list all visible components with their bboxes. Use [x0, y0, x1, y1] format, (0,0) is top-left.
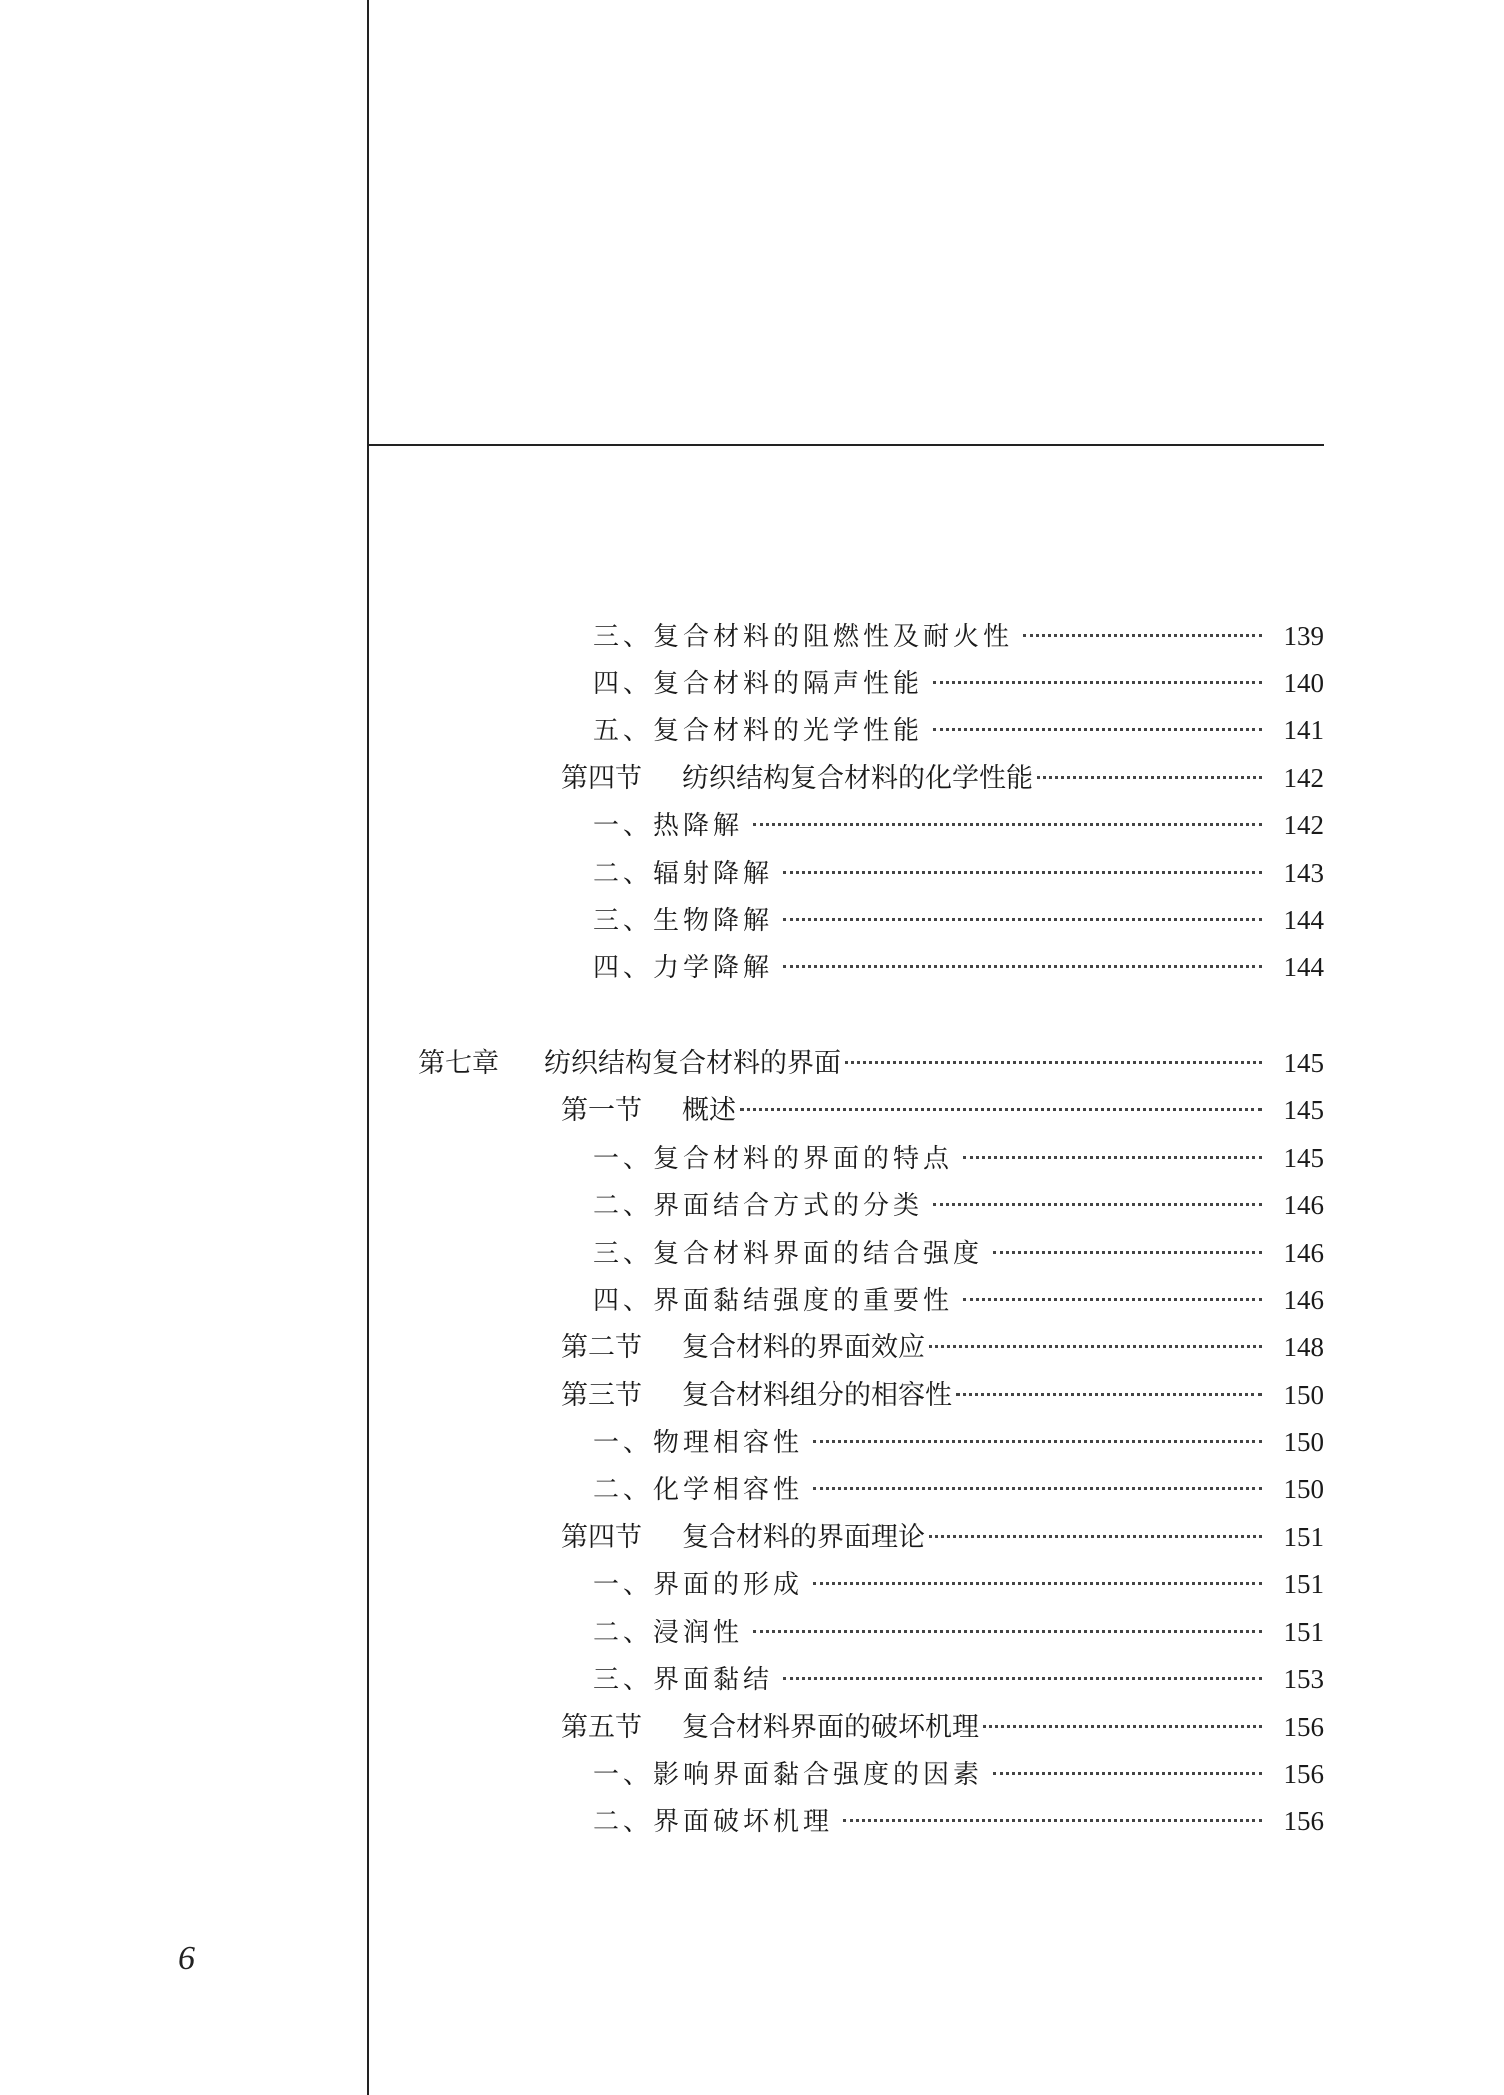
toc-page-number: 145: [1283, 1048, 1324, 1078]
section-number: 第一节: [561, 1095, 642, 1126]
toc-page-number: 144: [1283, 905, 1324, 935]
toc-entry[interactable]: [593, 1469, 1324, 1509]
toc-page-number: 139: [1283, 621, 1324, 651]
leader-dots: [933, 681, 1262, 684]
toc-entry-label: 三、生物降解: [593, 906, 774, 936]
toc-entry[interactable]: [593, 1754, 1324, 1794]
leader-dots: [813, 1582, 1262, 1585]
leader-dots: [956, 1393, 1262, 1396]
section-title: 纺织结构复合材料的化学性能: [682, 763, 1033, 794]
leader-dots: [740, 1108, 1262, 1111]
toc-entry[interactable]: [593, 947, 1324, 987]
toc-page-number: 140: [1283, 668, 1324, 698]
toc-page-number: 156: [1283, 1712, 1324, 1742]
toc-entry[interactable]: [593, 1185, 1324, 1225]
toc-section-entry[interactable]: [561, 1707, 1324, 1747]
toc-entry[interactable]: [593, 900, 1324, 940]
leader-dots: [929, 1535, 1262, 1538]
toc-entry-label: 一、热降解: [593, 811, 744, 841]
leader-dots: [843, 1819, 1262, 1822]
toc-page-number: 142: [1283, 810, 1324, 840]
toc-entry-label: 三、复合材料界面的结合强度: [593, 1239, 984, 1269]
toc-entry-label: 四、复合材料的隔声性能: [593, 669, 924, 699]
toc-page-number: 146: [1283, 1285, 1324, 1315]
toc-page-number: 156: [1283, 1806, 1324, 1836]
leader-dots: [933, 1203, 1262, 1206]
toc-entry-label: 二、化学相容性: [593, 1475, 804, 1505]
toc-page-number: 150: [1283, 1474, 1324, 1504]
toc-entry-label: 五、复合材料的光学性能: [593, 716, 924, 746]
section-number: 第二节: [561, 1332, 642, 1363]
toc-entry-label: 四、界面黏结强度的重要性: [593, 1286, 954, 1316]
toc-page-number: 151: [1283, 1522, 1324, 1552]
section-title: 复合材料界面的破坏机理: [682, 1712, 979, 1743]
toc-page-number: 143: [1283, 858, 1324, 888]
leader-dots: [929, 1345, 1262, 1348]
toc-entry-label: 一、影响界面黏合强度的因素: [593, 1760, 984, 1790]
leader-dots: [783, 871, 1262, 874]
leader-dots: [813, 1440, 1262, 1443]
toc-entry[interactable]: [593, 1280, 1324, 1320]
leader-dots: [993, 1772, 1262, 1775]
section-title: 概述: [682, 1095, 736, 1126]
toc-page-number: 146: [1283, 1238, 1324, 1268]
toc-entry[interactable]: [593, 1138, 1324, 1178]
toc-entry[interactable]: [593, 1801, 1324, 1841]
toc-page-number: 145: [1283, 1143, 1324, 1173]
toc-entry-label: 一、复合材料的界面的特点: [593, 1144, 954, 1174]
leader-dots: [1023, 634, 1262, 637]
toc-entry[interactable]: [593, 1564, 1324, 1604]
toc-page-number: 148: [1283, 1332, 1324, 1362]
toc-entry[interactable]: [593, 663, 1324, 703]
leader-dots: [783, 918, 1262, 921]
leader-dots: [983, 1725, 1262, 1728]
toc-page-number: 150: [1283, 1380, 1324, 1410]
toc-entry[interactable]: [593, 805, 1324, 845]
leader-dots: [1037, 776, 1262, 779]
toc-page-number: 141: [1283, 715, 1324, 745]
toc-entry[interactable]: [593, 1233, 1324, 1273]
toc-entry[interactable]: [593, 1612, 1324, 1652]
leader-dots: [813, 1487, 1262, 1490]
section-number: 第五节: [561, 1712, 642, 1743]
toc-entry-label: 三、复合材料的阻燃性及耐火性: [593, 622, 1014, 652]
leader-dots: [963, 1298, 1262, 1301]
toc-section-entry[interactable]: [561, 758, 1324, 798]
leader-dots: [963, 1156, 1262, 1159]
toc-page-number: 146: [1283, 1190, 1324, 1220]
toc-entry-label: 二、界面结合方式的分类: [593, 1191, 924, 1221]
section-number: 第三节: [561, 1380, 642, 1411]
section-number: 第四节: [561, 1522, 642, 1553]
section-title: 复合材料组分的相容性: [682, 1380, 952, 1411]
toc-entry[interactable]: [593, 853, 1324, 893]
leader-dots: [753, 823, 1262, 826]
toc-page-number: 153: [1283, 1664, 1324, 1694]
toc-section-entry[interactable]: [561, 1517, 1324, 1557]
toc-entry-label: 一、物理相容性: [593, 1428, 804, 1458]
chapter-title: 纺织结构复合材料的界面: [544, 1048, 841, 1079]
toc-entry[interactable]: [593, 1659, 1324, 1699]
toc-page-number: 150: [1283, 1427, 1324, 1457]
toc-section-entry[interactable]: [561, 1375, 1324, 1415]
toc-page-number: 145: [1283, 1095, 1324, 1125]
leader-dots: [845, 1061, 1262, 1064]
toc-entry-label: 一、界面的形成: [593, 1570, 804, 1600]
page-number: 6: [178, 1940, 195, 1977]
toc-chapter-entry[interactable]: [418, 1043, 1324, 1083]
chapter-number: 第七章: [418, 1048, 499, 1079]
leader-dots: [933, 728, 1262, 731]
toc-entry[interactable]: [593, 1422, 1324, 1462]
toc-section-entry[interactable]: [561, 1327, 1324, 1367]
toc-entry-label: 二、界面破坏机理: [593, 1807, 834, 1837]
toc-page-number: 156: [1283, 1759, 1324, 1789]
leader-dots: [993, 1251, 1262, 1254]
toc-page-number: 142: [1283, 763, 1324, 793]
section-number: 第四节: [561, 763, 642, 794]
toc-page-number: 151: [1283, 1617, 1324, 1647]
section-title: 复合材料的界面效应: [682, 1332, 925, 1363]
toc-page-number: 151: [1283, 1569, 1324, 1599]
toc-entry-label: 四、力学降解: [593, 953, 774, 983]
toc-entry-label: 三、界面黏结: [593, 1665, 774, 1695]
leader-dots: [783, 965, 1262, 968]
leader-dots: [783, 1677, 1262, 1680]
leader-dots: [753, 1630, 1262, 1633]
toc-entry-label: 二、辐射降解: [593, 859, 774, 889]
toc-page-number: 144: [1283, 952, 1324, 982]
section-title: 复合材料的界面理论: [682, 1522, 925, 1553]
toc-entry[interactable]: [593, 710, 1324, 750]
toc-section-entry[interactable]: [561, 1090, 1324, 1130]
toc-entry[interactable]: [593, 616, 1324, 656]
toc-entry-label: 二、浸润性: [593, 1618, 744, 1648]
